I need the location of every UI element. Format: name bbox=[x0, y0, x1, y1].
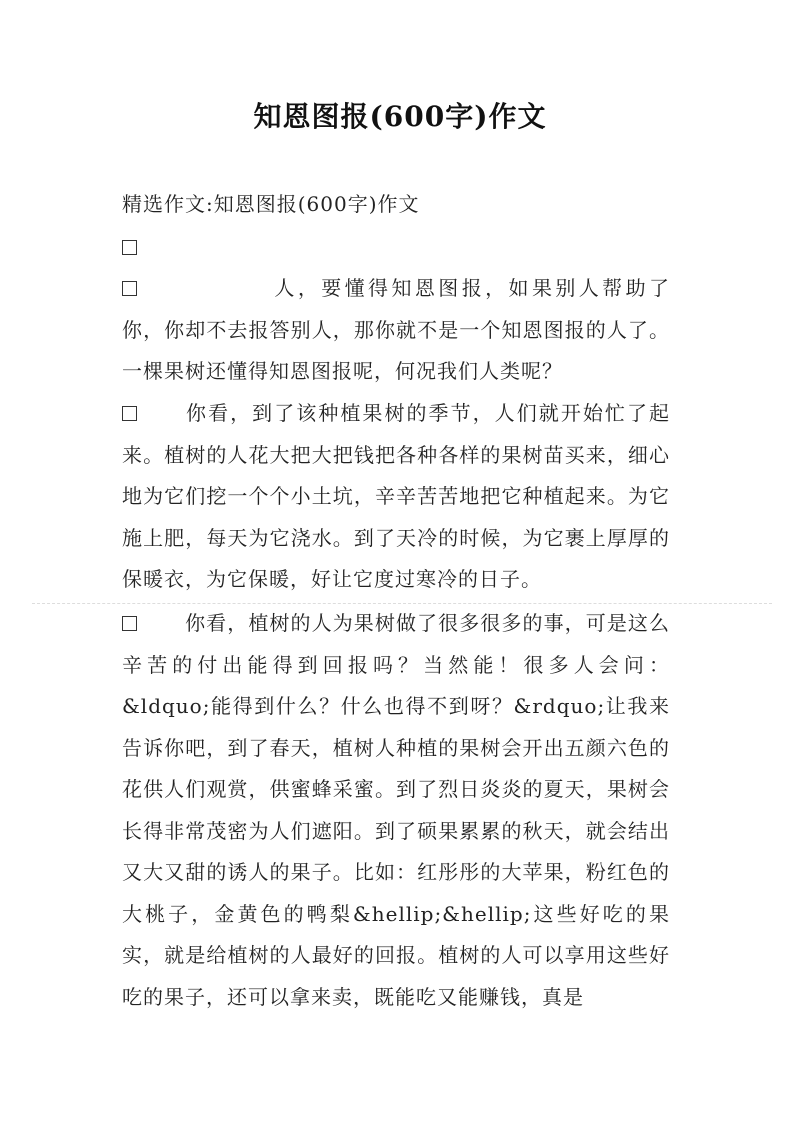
paragraph-3 bbox=[122, 603, 670, 1018]
paragraph-2 bbox=[122, 393, 670, 601]
paragraph-text: 你看，植树的人为果树做了很多很多的事，可是这么辛苦的付出能得到回报吗？当然能！很多人会问：&ldquo;能得到什么？什么也得不到呀？&rdquo;让我来告诉你吧，到了春天，植树人种植的果树会开出五颜六色的花供人们观赏，供蜜蜂采蜜。到了烈日炎炎的夏天，果树会长得非常茂密为人们遮阳。到了硕果累累的秋天，就会结出又大又甜的诱人的果子。比如：红彤彤的大苹果，粉红色的大桃子，金黄色的鸭梨&hellip;&hellip;这些好吃的果实，就是给植树的人最好的回报。植树的人可以享用这些好吃的果子，还可以拿来卖，既能吃又能赚钱，真是 bbox=[122, 611, 670, 1009]
square-icon bbox=[122, 406, 137, 421]
square-icon bbox=[122, 616, 137, 631]
paragraph-1 bbox=[122, 268, 670, 393]
document-subtitle: 精选作文:知恩图报(600字)作文 bbox=[122, 192, 420, 216]
page-title: 知恩图报(600字)作文 bbox=[253, 100, 547, 133]
square-icon bbox=[122, 240, 137, 255]
paragraph-text: 你看，到了该种植果树的季节，人们就开始忙了起来。植树的人花大把大把钱把各种各样的果树苗买来，细心地为它们挖一个个小土坑，辛辛苦苦地把它种植起来。为它施上肥，每天为它浇水。到了天冷的时候，为它裹上厚厚的保暖衣，为它保暖，好让它度过寒冷的日子。 bbox=[122, 401, 670, 591]
square-icon bbox=[122, 281, 137, 296]
empty-box-line bbox=[122, 227, 670, 269]
paragraph-text: 人，要懂得知恩图报，如果别人帮助了你，你却不去报答别人，那你就不是一个知恩图报的人了。一棵果树还懂得知恩图报呢，何况我们人类呢？ bbox=[122, 276, 670, 383]
